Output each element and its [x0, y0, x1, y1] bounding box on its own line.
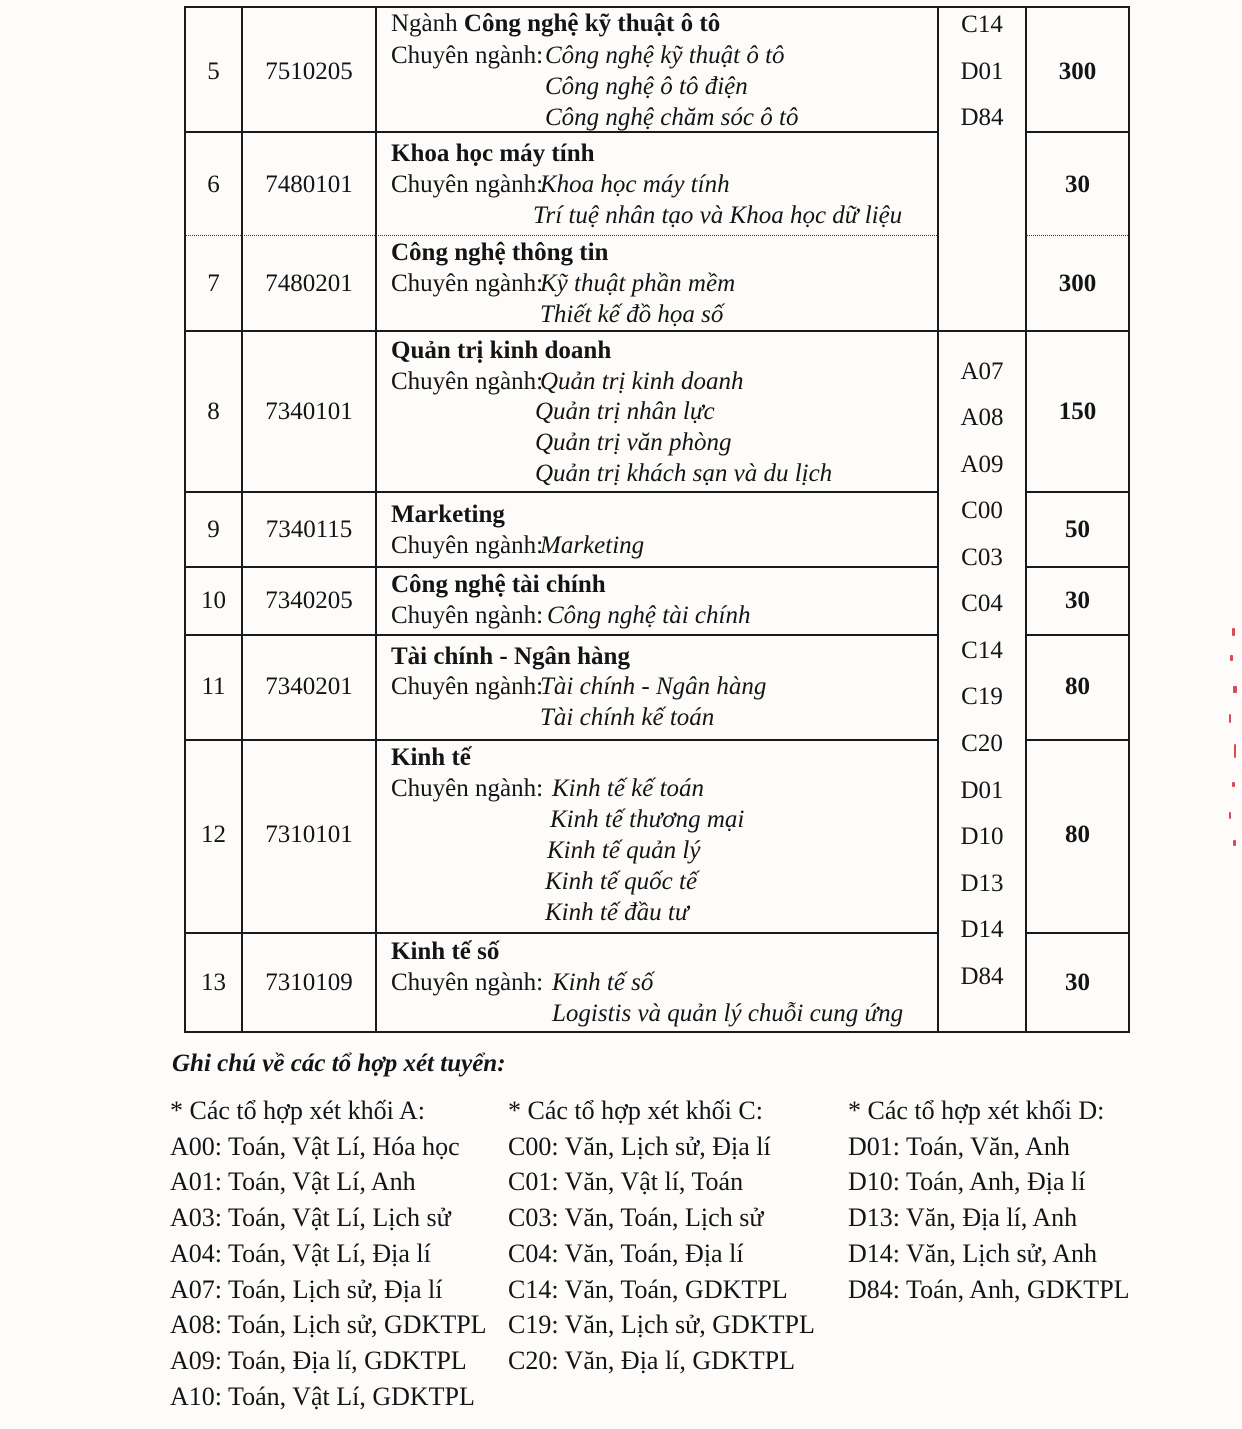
row-separator: [184, 491, 939, 493]
group-code: D14: [960, 916, 1004, 943]
quota-separator: [1025, 932, 1130, 934]
spec-item: Kinh tế đầu tư: [545, 899, 689, 926]
stamp-mark: [1233, 686, 1237, 693]
spec-item: Quản trị kinh doanh: [540, 368, 744, 395]
row-stt: 11: [201, 673, 226, 700]
group-code: C00: [961, 497, 1003, 524]
combo-item: A07: Toán, Lịch sử, Địa lí: [170, 1274, 443, 1304]
stamp-mark: [1230, 655, 1233, 661]
quota-separator: [1025, 566, 1130, 568]
combo-item: C04: Văn, Toán, Địa lí: [508, 1238, 744, 1268]
group-code: A07: [960, 358, 1004, 385]
major-name: Kinh tế: [391, 744, 471, 771]
combo-item: A03: Toán, Vật Lí, Lịch sử: [170, 1203, 451, 1233]
row-quota: 30: [1065, 587, 1090, 614]
row-stt: 13: [201, 969, 226, 996]
combo-item: C14: Văn, Toán, GDKTPL: [508, 1274, 788, 1304]
stamp-mark: [1232, 628, 1235, 636]
table-border-bottom: [184, 1031, 1130, 1033]
table-border-top: [184, 6, 1130, 8]
notes-title: Ghi chú về các tổ hợp xét tuyển:: [172, 1050, 506, 1077]
spec-item: Trí tuệ nhân tạo và Khoa học dữ liệu: [533, 202, 903, 229]
spec-item: Tài chính - Ngân hàng: [540, 673, 767, 700]
group-code: C04: [961, 590, 1003, 617]
spec-label: Chuyên ngành:: [391, 171, 544, 198]
block-a-list: [170, 1093, 487, 1414]
table-border-right: [1128, 6, 1130, 1033]
spec-item: Công nghệ ô tô điện: [545, 73, 748, 100]
combo-item: D84: Toán, Anh, GDKTPL: [848, 1274, 1130, 1304]
spec-item: Marketing: [540, 532, 645, 559]
row-separator: [184, 330, 939, 332]
combo-item: D14: Văn, Lịch sử, Anh: [848, 1238, 1098, 1268]
group-code: A09: [960, 451, 1004, 478]
quota-separator: [1025, 131, 1130, 133]
spec-item: Tài chính kế toán: [540, 704, 715, 731]
spec-item: Logistis và quản lý chuỗi cung ứng: [552, 1000, 904, 1027]
spec-label: Chuyên ngành:: [391, 775, 544, 802]
row-code: 7510205: [265, 58, 353, 85]
spec-label: Chuyên ngành:: [391, 602, 544, 629]
combo-item: A04: Toán, Vật Lí, Địa lí: [170, 1238, 431, 1268]
spec-item: Quản trị văn phòng: [535, 429, 732, 456]
combo-item: C19: Văn, Lịch sử, GDKTPL: [508, 1310, 815, 1340]
block-c-heading: * Các tổ hợp xét khối C:: [508, 1096, 763, 1125]
combo-item: A10: Toán, Vật Lí, GDKTPL: [170, 1381, 475, 1411]
row-code: 7340101: [265, 398, 353, 425]
stamp-mark: [1229, 812, 1231, 819]
combo-item: A09: Toán, Địa lí, GDKTPL: [170, 1345, 467, 1375]
row-stt: 9: [207, 516, 220, 543]
row-stt: 7: [207, 270, 220, 297]
row-stt: 12: [201, 821, 226, 848]
spec-item: Kinh tế thương mại: [550, 806, 745, 833]
group-code: C03: [961, 544, 1003, 571]
spec-item: Kinh tế quản lý: [547, 837, 701, 864]
row-quota: 300: [1058, 270, 1097, 297]
row-quota: 80: [1065, 821, 1090, 848]
stamp-mark: [1233, 840, 1236, 846]
combo-item: C03: Văn, Toán, Lịch sử: [508, 1203, 764, 1233]
stamp-mark: [1234, 744, 1236, 758]
major-name: Khoa học máy tính: [391, 140, 595, 167]
row-separator: [184, 235, 939, 236]
row-quota: 30: [1065, 171, 1090, 198]
spec-label: Chuyên ngành:: [391, 270, 544, 297]
spec-label: Chuyên ngành:: [391, 42, 544, 69]
row-code: 7310101: [265, 821, 353, 848]
row-quota: 150: [1058, 398, 1097, 425]
group-separator: [937, 330, 1027, 332]
quota-separator: [1025, 634, 1130, 636]
spec-label: Chuyên ngành:: [391, 969, 544, 996]
row-stt: 5: [207, 58, 220, 85]
spec-item: Công nghệ tài chính: [547, 602, 751, 629]
spec-label: Chuyên ngành:: [391, 673, 544, 700]
combo-item: C20: Văn, Địa lí, GDKTPL: [508, 1345, 795, 1375]
group-code: D13: [960, 870, 1004, 897]
block-d-heading: * Các tổ hợp xét khối D:: [848, 1096, 1105, 1125]
group-code: C14: [961, 11, 1003, 38]
group-code: A08: [960, 404, 1004, 431]
block-d-list: [848, 1093, 1130, 1307]
row-separator: [184, 932, 939, 934]
spec-item: Quản trị nhân lực: [535, 398, 715, 425]
combo-item: D01: Toán, Văn, Anh: [848, 1131, 1070, 1161]
row-quota: 30: [1065, 969, 1090, 996]
spec-label: Chuyên ngành:: [391, 368, 544, 395]
row-code: 7340205: [265, 587, 353, 614]
quota-separator: [1025, 235, 1130, 236]
quota-separator: [1025, 739, 1130, 741]
spec-label: Chuyên ngành:: [391, 532, 544, 559]
row-quota: 80: [1065, 673, 1090, 700]
row-stt: 8: [207, 398, 220, 425]
spec-item: Quản trị khách sạn và du lịch: [535, 460, 833, 487]
combo-item: A08: Toán, Lịch sử, GDKTPL: [170, 1310, 487, 1340]
major-name: Quản trị kinh doanh: [391, 337, 612, 364]
block-a-heading: * Các tổ hợp xét khối A:: [170, 1096, 425, 1125]
stamp-mark: [1232, 782, 1235, 787]
quota-separator: [1025, 491, 1130, 493]
major-name: Công nghệ tài chính: [391, 571, 606, 598]
row-code: 7310109: [265, 969, 353, 996]
spec-item: Kinh tế số: [552, 969, 654, 996]
table-divider-code: [375, 6, 377, 1033]
row-code: 7480201: [265, 270, 353, 297]
row-quota: 50: [1065, 516, 1090, 543]
group-code: C20: [961, 730, 1003, 757]
combo-item: C00: Văn, Lịch sử, Địa lí: [508, 1131, 771, 1161]
major-name: Marketing: [391, 501, 505, 528]
row-stt: 10: [201, 587, 226, 614]
row-code: 7340201: [265, 673, 353, 700]
row-stt: 6: [207, 171, 220, 198]
group-code: C19: [961, 683, 1003, 710]
group-code: C14: [961, 637, 1003, 664]
combo-item: C01: Văn, Vật lí, Toán: [508, 1167, 744, 1197]
combo-item: A00: Toán, Vật Lí, Hóa học: [170, 1131, 460, 1161]
stamp-mark: [1229, 714, 1231, 723]
major-name: Tài chính - Ngân hàng: [391, 643, 630, 670]
group-code: D01: [960, 777, 1004, 804]
group-code: D84: [960, 963, 1004, 990]
spec-item: Kinh tế quốc tế: [545, 868, 698, 895]
row-separator: [184, 566, 939, 568]
spec-item: Kỹ thuật phần mềm: [540, 270, 736, 297]
row-quota: 300: [1058, 58, 1097, 85]
major-name: Kinh tế số: [391, 938, 500, 965]
spec-item: Khoa học máy tính: [540, 171, 730, 198]
row-code: 7480101: [265, 171, 353, 198]
major-name: Công nghệ kỹ thuật ô tô: [463, 10, 721, 37]
major-name: Công nghệ thông tin: [391, 239, 609, 266]
block-c-list: [508, 1093, 815, 1379]
row-separator: [184, 634, 939, 636]
row-separator: [184, 739, 939, 741]
row-title-prefix: Ngành: [391, 10, 464, 37]
group-code: D10: [960, 823, 1004, 850]
combo-item: A01: Toán, Vật Lí, Anh: [170, 1167, 416, 1197]
spec-item: Công nghệ kỹ thuật ô tô: [545, 42, 785, 69]
combo-item: D13: Văn, Địa lí, Anh: [848, 1203, 1078, 1233]
row-title: [391, 9, 720, 39]
quota-separator: [1025, 330, 1130, 332]
spec-item: Công nghệ chăm sóc ô tô: [545, 104, 799, 131]
combo-item: D10: Toán, Anh, Địa lí: [848, 1167, 1086, 1197]
spec-item: Thiết kế đồ họa số: [540, 301, 724, 328]
row-code: 7340115: [265, 516, 353, 543]
group-code: D01: [960, 58, 1004, 85]
spec-item: Kinh tế kế toán: [552, 775, 705, 802]
group-code: D84: [960, 104, 1004, 131]
